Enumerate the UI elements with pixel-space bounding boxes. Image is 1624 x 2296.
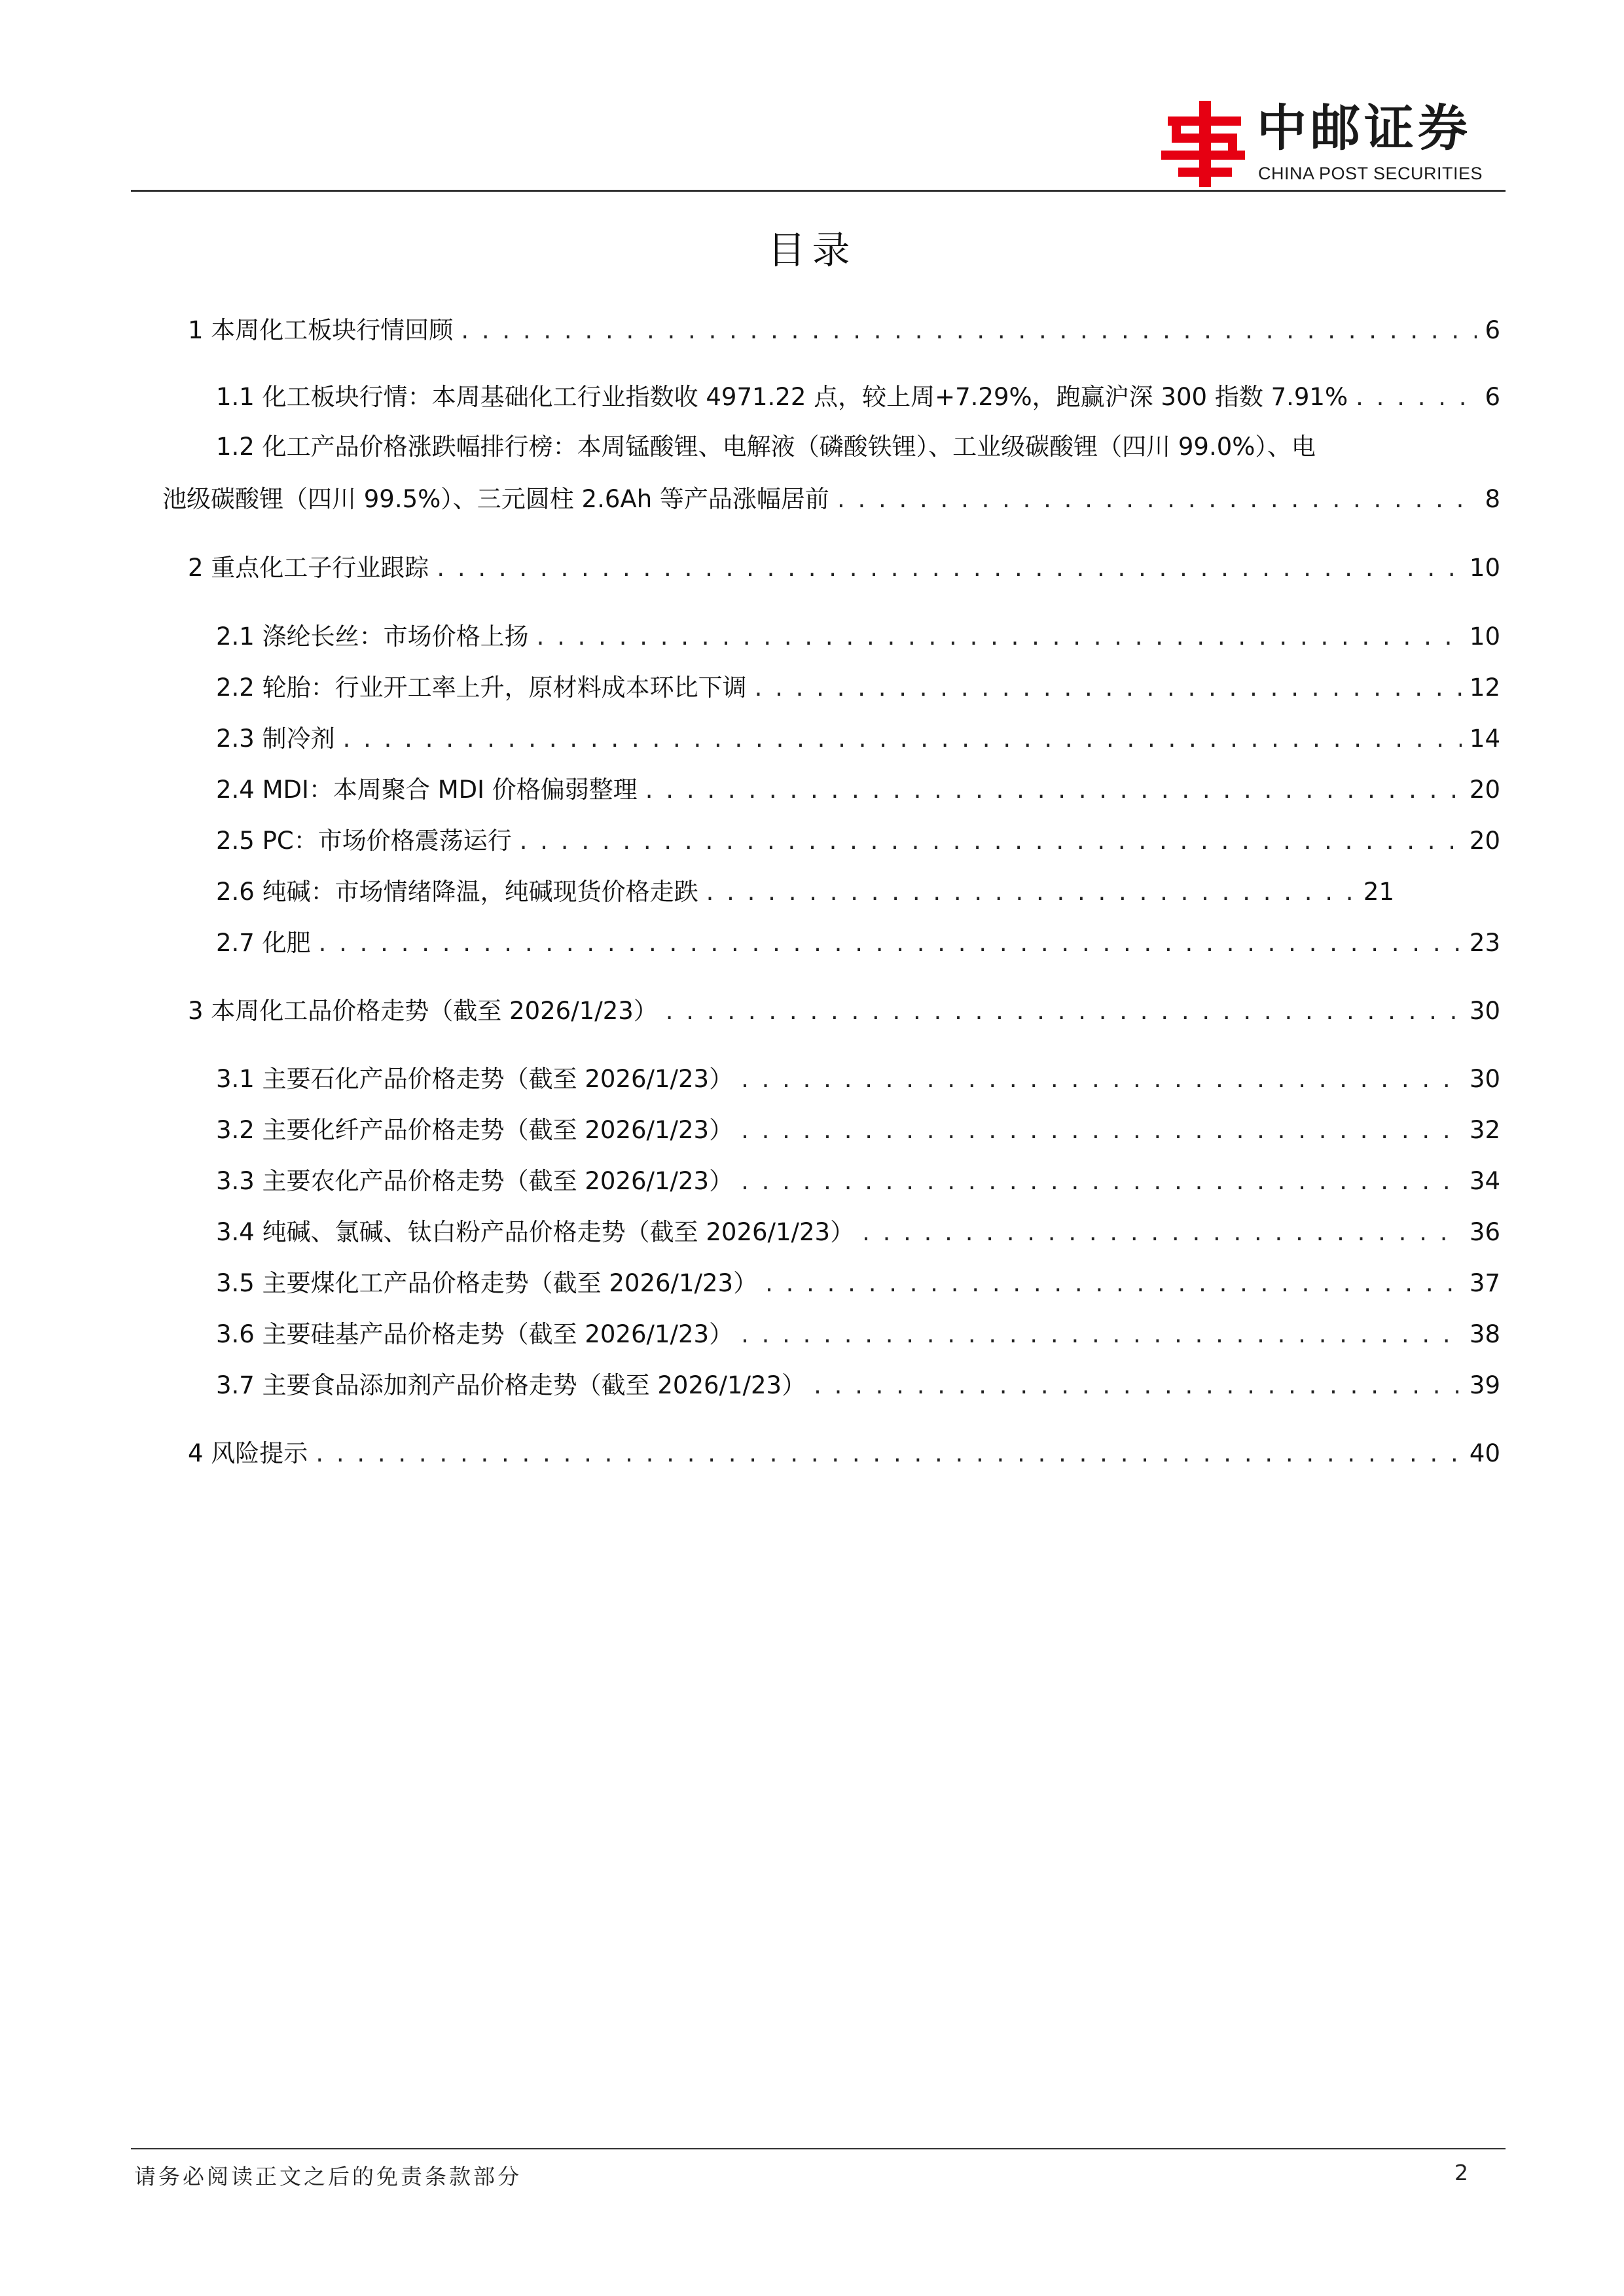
toc-entry-page: 40 (1469, 1439, 1500, 1467)
toc-entry-1[interactable] (188, 315, 1500, 346)
toc-entry-2-1[interactable] (216, 622, 1500, 652)
toc-entry-3-4[interactable] (216, 1217, 1500, 1247)
toc-entry-page: 39 (1469, 1371, 1500, 1399)
toc-entry-page: 32 (1469, 1116, 1500, 1144)
brand-name-cn: 中邮证券 (1257, 99, 1471, 157)
toc-entry-label: 3.3 主要农化产品价格走势（截至 2026/1/23） (216, 1167, 734, 1195)
toc-title: 目录 (767, 228, 857, 272)
toc-entry-3-3[interactable] (216, 1166, 1500, 1196)
toc-leader-dots (1356, 382, 1477, 412)
toc-entry-2-6[interactable] (216, 877, 1394, 907)
toc-leader-dots (316, 1439, 1462, 1469)
toc-entry-label: 3.4 纯碱、氯碱、钛白粉产品价格走势（截至 2026/1/23） (216, 1218, 855, 1246)
toc-entry-3-1[interactable] (216, 1064, 1500, 1094)
toc-entry-page: 36 (1469, 1218, 1500, 1246)
toc-leader-dots (645, 775, 1462, 805)
toc-entry-label: 2.3 制冷剂 (216, 725, 335, 753)
toc-leader-dots (837, 484, 1477, 514)
toc-entry-page: 6 (1485, 316, 1500, 344)
toc-entry-label: 池级碳酸锂（四川 99.5%）、三元圆柱 2.6Ah 等产品涨幅居前 (162, 485, 829, 513)
company-logo (1159, 98, 1506, 190)
toc-entry-3-2[interactable] (216, 1115, 1500, 1145)
toc-entry-1-2-line2[interactable] (162, 484, 1500, 514)
toc-entry-3[interactable] (188, 996, 1500, 1026)
toc-entry-label: 3 本周化工品价格走势（截至 2026/1/23） (188, 997, 658, 1025)
brand-name-en: CHINA POST SECURITIES (1258, 164, 1483, 183)
toc-entry-2-5[interactable] (216, 826, 1500, 856)
toc-entry-label: 2.1 涤纶长丝：市场价格上扬 (216, 622, 529, 651)
toc-leader-dots (343, 724, 1462, 754)
page-number: 2 (1454, 2160, 1468, 2185)
toc-entry-page: 34 (1469, 1167, 1500, 1195)
toc-leader-dots (461, 315, 1477, 346)
toc-leader-dots (755, 673, 1462, 703)
header-divider (131, 190, 1506, 192)
toc-entry-2-4[interactable] (216, 775, 1500, 805)
toc-entry-3-7[interactable] (216, 1371, 1500, 1401)
toc-entry-page: 8 (1485, 485, 1500, 513)
toc-entry-label: 3.5 主要煤化工产品价格走势（截至 2026/1/23） (216, 1269, 758, 1297)
toc-entry-4[interactable] (188, 1439, 1500, 1469)
toc-entry-label: 1 本周化工板块行情回顾 (188, 316, 454, 344)
toc-leader-dots (814, 1371, 1462, 1401)
toc-entry-label: 1.1 化工板块行情：本周基础化工行业指数收 4971.22 点，较上周+7.29%，跑赢沪深 300 指数 7.91% (216, 383, 1348, 411)
toc-entry-3-5[interactable] (216, 1268, 1500, 1299)
toc-leader-dots (520, 826, 1462, 856)
toc-entry-label: 2 重点化工子行业跟踪 (188, 554, 429, 582)
toc-entry-page: 6 (1485, 383, 1500, 411)
toc-leader-dots (437, 553, 1462, 583)
toc-entry-page: 10 (1469, 622, 1500, 651)
toc-entry-page: 30 (1469, 1065, 1500, 1093)
toc-leader-dots (706, 877, 1356, 907)
toc-entry-page: 21 (1363, 878, 1394, 906)
toc-entry-2[interactable] (188, 553, 1500, 583)
toc-entry-page: 10 (1469, 554, 1500, 582)
toc-entry-label: 3.1 主要石化产品价格走势（截至 2026/1/23） (216, 1065, 734, 1093)
toc-leader-dots (741, 1115, 1462, 1145)
toc-entry-page: 38 (1469, 1320, 1500, 1348)
toc-entry-1-1[interactable] (216, 382, 1500, 412)
toc-leader-dots (765, 1268, 1462, 1299)
toc-entry-label: 3.7 主要食品添加剂产品价格走势（截至 2026/1/23） (216, 1371, 806, 1399)
toc-entry-page: 14 (1469, 725, 1500, 753)
toc-entry-page: 20 (1469, 827, 1500, 855)
toc-entry-label: 2.6 纯碱：市场情绪降温，纯碱现货价格走跌 (216, 878, 698, 906)
toc-entry-label: 3.6 主要硅基产品价格走势（截至 2026/1/23） (216, 1320, 734, 1348)
toc-entry-3-6[interactable] (216, 1319, 1500, 1350)
toc-entry-label: 2.7 化肥 (216, 929, 311, 957)
toc-entry-page: 37 (1469, 1269, 1500, 1297)
footer-disclaimer: 请务必阅读正文之后的免责条款部分 (134, 2164, 522, 2189)
toc-entry-2-3[interactable] (216, 724, 1500, 754)
toc-entry-label: 3.2 主要化纤产品价格走势（截至 2026/1/23） (216, 1116, 734, 1144)
toc-entry-page: 30 (1469, 997, 1500, 1025)
toc-entry-label: 2.2 轮胎：行业开工率上升，原材料成本环比下调 (216, 673, 747, 702)
china-post-logo-icon (1159, 98, 1250, 190)
footer-divider (131, 2148, 1506, 2149)
toc-leader-dots (741, 1319, 1462, 1350)
toc-leader-dots (741, 1166, 1462, 1196)
toc-leader-dots (862, 1217, 1462, 1247)
toc-entry-page: 23 (1469, 929, 1500, 957)
toc-entry-label: 4 风险提示 (188, 1439, 308, 1467)
toc-entry-2-2[interactable] (216, 673, 1500, 703)
toc-leader-dots (741, 1064, 1462, 1094)
toc-entry-1-2-line1[interactable]: 1.2 化工产品价格涨跌幅排行榜：本周锰酸锂、电解液（磷酸铁锂）、工业级碳酸锂（四川 99.0%）、电 (216, 433, 1316, 461)
toc-leader-dots (537, 622, 1462, 652)
toc-entry-page: 12 (1469, 673, 1500, 702)
toc-entry-page: 20 (1469, 776, 1500, 804)
toc-leader-dots (319, 928, 1462, 958)
toc-entry-label: 2.4 MDI：本周聚合 MDI 价格偏弱整理 (216, 776, 638, 804)
toc-entry-2-7[interactable] (216, 928, 1500, 958)
toc-entry-label: 2.5 PC：市场价格震荡运行 (216, 827, 512, 855)
toc-leader-dots (666, 996, 1462, 1026)
